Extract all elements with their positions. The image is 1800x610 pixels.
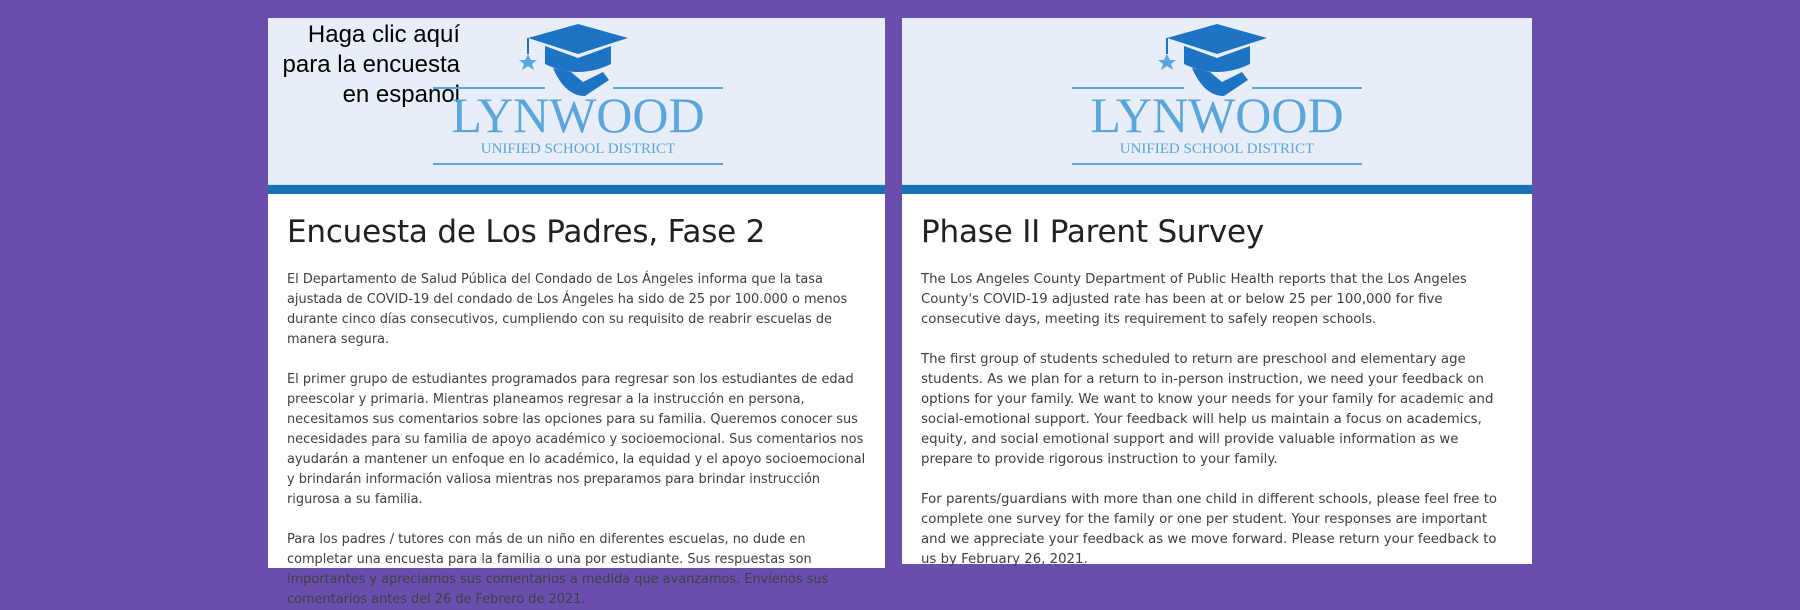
overlay-line-3: en espanol — [342, 81, 460, 108]
description-paragraph: El primer grupo de estudiantes programados para regresar son los estudiantes de edad preescolar y primaria. Mientras planeamos regresar a la instrucción en persona, necesitamos sus comentarios sobre las opciones para su familia. Queremos conocer sus necesidades para su familia de apoyo académico y socioemocional. Sus comentarios nos ayudarán a mantener un enfoque en lo académico, la equidad y el apoyo socioemocional y brindarán información valiosa mientras nos preparamos para brindar instrucción rigurosa a su familia. — [287, 372, 866, 507]
description-paragraph: The first group of students scheduled to return are preschool and elementary age students. As we plan for a return to in-person instruction, we need your feedback on options for your family. We want to know your needs for your family for academic and social-emotional support. Your feedback will help us maintain a focus on academics, equity, and social emotional support and will provide valuable information as we prepare to provide rigorous instruction to your family. — [921, 352, 1494, 467]
district-logo — [1072, 20, 1362, 170]
district-logo — [433, 20, 723, 170]
svg-text:LYNWOOD: LYNWOOD — [1090, 87, 1344, 143]
form-description — [902, 194, 1532, 570]
overlay-line-2: para la encuesta — [282, 51, 460, 78]
svg-text:UNIFIED SCHOOL DISTRICT: UNIFIED SCHOOL DISTRICT — [480, 141, 676, 157]
page-title: Encuesta de Los Padres, Fase 2 — [287, 214, 766, 250]
description-paragraph: For parents/guardians with more than one child in different schools, please feel free to complete one survey for the family or one per student. Your responses are important and we appreciate your feedback as we move forward. Please return your feedback to us by February 26, 2021. — [921, 492, 1498, 567]
accent-bar — [268, 185, 885, 194]
svg-text:LYNWOOD: LYNWOOD — [451, 87, 705, 143]
spanish-survey-panel — [268, 18, 885, 607]
description-paragraph: El Departamento de Salud Pública del Condado de Los Ángeles informa que la tasa ajustada de COVID-19 del condado de Los Ángeles ha sido de 25 por 100.000 o menos durante cinco días consecutivos, cumpliendo con su requisito de reabrir escuelas de manera segura. — [287, 272, 848, 347]
svg-text:UNIFIED SCHOOL DISTRICT: UNIFIED SCHOOL DISTRICT — [1119, 141, 1315, 157]
description-paragraph: Para los padres / tutores con más de un niño en diferentes escuelas, no dude en completar una encuesta para la familia o una por estudiante. Sus respuestas son importantes y apreciamos sus comentarios a medida que avanzamos. Envíenos sus comentarios antes del 26 de Febrero de 2021. — [287, 532, 829, 607]
graduation-cap-icon — [433, 20, 723, 170]
english-survey-panel — [902, 18, 1532, 567]
survey-header-banner — [268, 18, 885, 185]
survey-header-banner — [902, 18, 1532, 185]
accent-bar — [902, 185, 1532, 194]
form-description — [268, 194, 885, 610]
spanish-survey-link[interactable] — [272, 20, 460, 110]
description-paragraph: The Los Angeles County Department of Public Health reports that the Los Angeles County's COVID-19 adjusted rate has been at or below 25 per 100,000 for five consecutive days, meeting its requirement to safely reopen schools. — [921, 272, 1467, 327]
graduation-cap-icon — [1072, 20, 1362, 170]
page-title: Phase II Parent Survey — [921, 214, 1265, 250]
overlay-line-1: Haga clic aquí — [307, 21, 460, 48]
